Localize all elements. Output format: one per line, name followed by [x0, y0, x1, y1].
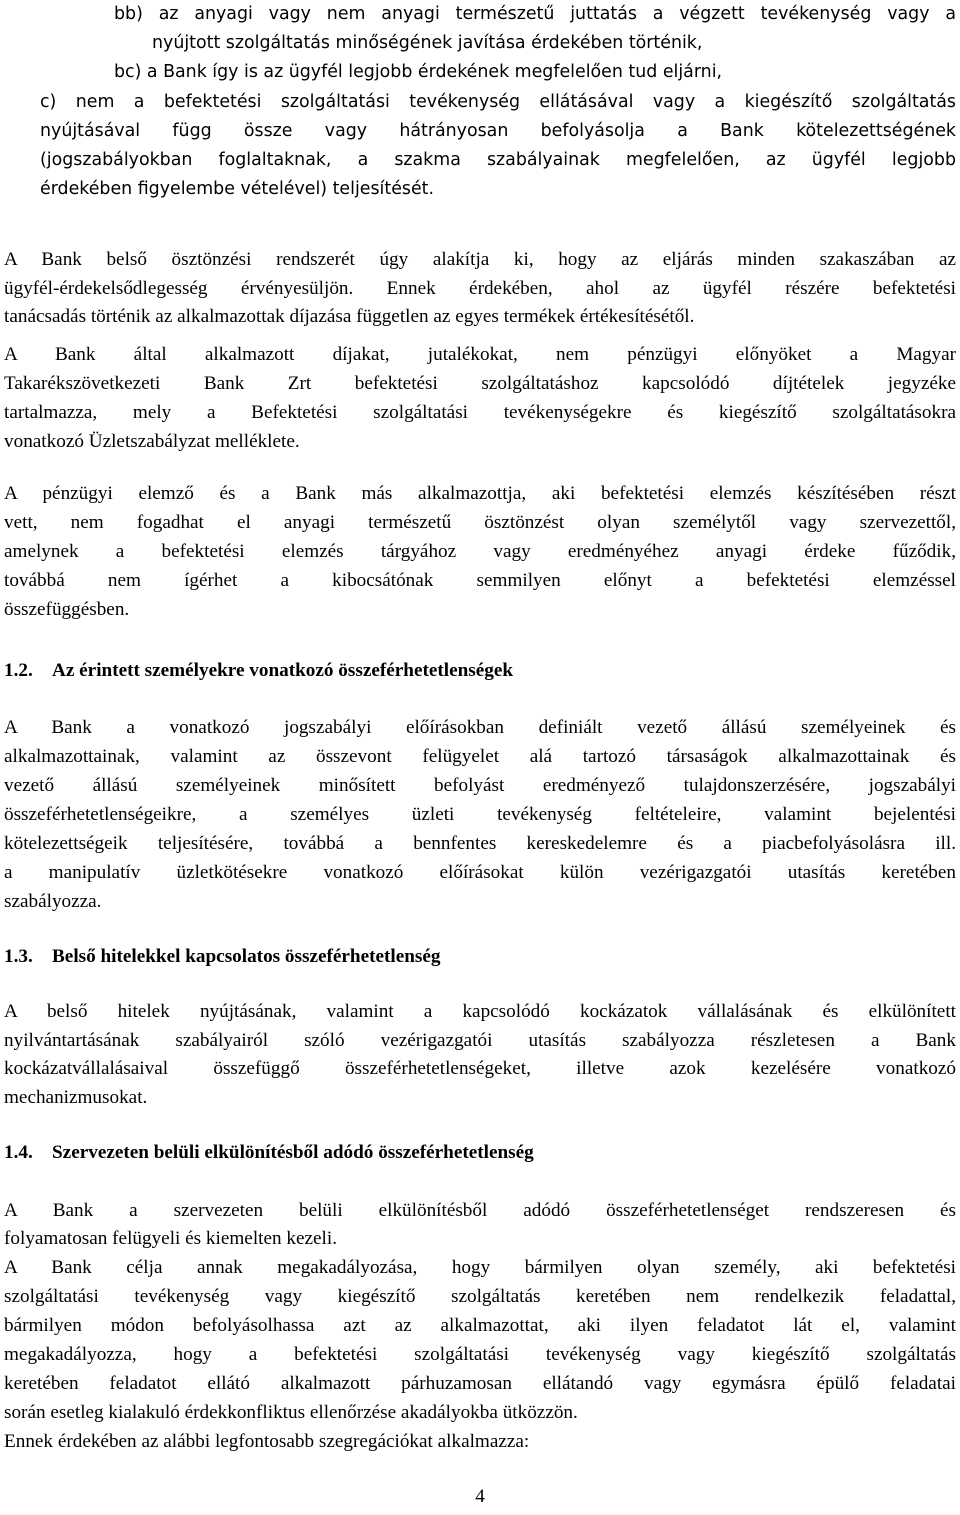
section-1-2-line4: összeférhetetlenségeikre, a személyes üzleti tevékenység feltételeire, valamint bejelentési [4, 804, 956, 825]
section-number: 1.2. [4, 660, 33, 681]
section-1-3-line2: nyilvántartásának szabályairól szóló vezérigazgatói utasítás szabályozza részletesen a Bank [4, 1030, 956, 1051]
section-1-2-line3: vezető állású személyeinek minősített befolyást eredményező tulajdonszerzésére, jogszabályi [4, 775, 956, 796]
paragraph-analyst-line5: összefüggésben. [4, 599, 130, 620]
section-1-4-para2-line1: A Bank célja annak megakadályozása, hogy bármilyen olyan személy, aki befektetési [4, 1257, 956, 1278]
section-heading-1-2 [4, 656, 956, 685]
section-1-4-para3-line1: Ennek érdekében az alábbi legfontosabb szegregációkat alkalmazza: [4, 1431, 530, 1452]
paragraph-fees-line3: tartalmazza, mely a Befektetési szolgáltatási tevékenységekre és kiegészítő szolgáltatásokra [4, 402, 956, 423]
section-1-2-line1: A Bank a vonatkozó jogszabályi előírásokban definiált vezető állású személyeinek és [4, 717, 956, 738]
list-item-c-line3: (jogszabályokban foglaltaknak, a szakma szabályainak megfelelően, az ügyfél legjobb [40, 150, 956, 170]
section-1-4-para2-line2: szolgáltatási tevékenység vagy kiegészítő szolgáltatás keretében nem rendelkezik feladattal, [4, 1286, 956, 1307]
section-heading-1-3 [4, 942, 956, 971]
section-number: 1.4. [4, 1142, 33, 1163]
list-item-bb-line2: nyújtott szolgáltatás minőségének javítása érdekében történik, [152, 33, 703, 53]
paragraph-fees-line4: vonatkozó Üzletszabályzat melléklete. [4, 431, 300, 452]
section-1-4-para1-line1: A Bank a szervezeten belüli elkülönítésből adódó összeférhetetlenséget rendszeresen és [4, 1200, 956, 1221]
section-1-3-line1: A belső hitelek nyújtásának, valamint a kapcsolódó kockázatok vállalásának és elkülönített [4, 1001, 956, 1022]
section-heading-1-4 [4, 1138, 956, 1167]
paragraph-incentive-line3: tanácsadás történik az alkalmazottak díjazása független az egyes termékek értékesítésétől. [4, 306, 695, 327]
paragraph-analyst-line3: amelynek a befektetési elemzés tárgyához vagy eredményéhez anyagi érdeke fűződik, [4, 541, 956, 562]
section-1-4-para2-line4: megakadályozza, hogy a befektetési szolgáltatási tevékenység vagy kiegészítő szolgáltatás [4, 1344, 956, 1365]
list-item-c-line4: érdekében figyelembe vételével) teljesítését. [40, 179, 435, 199]
list-item-c-line1: c) nem a befektetési szolgáltatási tevékenység ellátásával vagy a kiegészítő szolgáltatás [40, 92, 956, 112]
section-1-4-para2-line3: bármilyen módon befolyásolhassa azt az alkalmazottat, aki ilyen feladatot lát el, valamint [4, 1315, 956, 1336]
section-title: Belső hitelekkel kapcsolatos összeférhetetlenség [52, 946, 441, 967]
section-1-4-para1-line2: folyamatosan felügyeli és kiemelten kezeli. [4, 1228, 337, 1249]
section-1-3-line3: kockázatvállalásaival összefüggő összeférhetetlenségeket, illetve azok kezelésére vonatkozó [4, 1058, 956, 1079]
section-1-3-line4: mechanizmusokat. [4, 1087, 148, 1108]
list-item-bc-line1: bc) a Bank így is az ügyfél legjobb érdekének megfelelően tud eljárni, [114, 62, 723, 82]
paragraph-analyst-line1: A pénzügyi elemző és a Bank más alkalmazottja, aki befektetési elemzés készítésében részt [4, 483, 956, 504]
section-title: Szervezeten belüli elkülönítésből adódó összeférhetetlenség [52, 1142, 534, 1163]
section-title: Az érintett személyekre vonatkozó összeférhetetlenségek [52, 660, 514, 681]
section-number: 1.3. [4, 946, 33, 967]
paragraph-incentive-line1: A Bank belső ösztönzési rendszerét úgy alakítja ki, hogy az eljárás minden szakaszában az [4, 249, 956, 270]
list-item-c-line2: nyújtásával függ össze vagy hátrányosan befolyásolja a Bank kötelezettségének [40, 121, 956, 141]
paragraph-incentive-line2: ügyfél-érdekelsődlegesség érvényesüljön. Ennek érdekében, ahol az ügyfél részére befektetési [4, 278, 956, 299]
section-1-4-para2-line5: keretében feladatot ellátó alkalmazott párhuzamosan ellátandó vagy egymásra épülő feladatai [4, 1373, 956, 1394]
section-1-2-line5: kötelezettségeik teljesítésére, továbbá a bennfentes kereskedelemre és a piacbefolyásolásra ill. [4, 833, 956, 854]
section-1-2-line2: alkalmazottainak, valamint az összevont felügyelet alá tartozó társaságok alkalmazottainak és [4, 746, 956, 767]
section-1-2-line7: szabályozza. [4, 891, 102, 912]
paragraph-analyst-line4: továbbá nem ígérhet a kibocsátónak semmilyen előnyt a befektetési elemzéssel [4, 570, 956, 591]
paragraph-analyst-line2: vett, nem fogadhat el anyagi természetű ösztönzést olyan személytől vagy szervezettől, [4, 512, 956, 533]
paragraph-fees-line2: Takarékszövetkezeti Bank Zrt befektetési szolgáltatáshoz kapcsolódó díjtételek jegyzéke [4, 373, 956, 394]
paragraph-fees-line1: A Bank által alkalmazott díjakat, jutalékokat, nem pénzügyi előnyöket a Magyar [4, 344, 956, 365]
section-1-2-line6: a manipulatív üzletkötésekre vonatkozó előírásokat külön vezérigazgatói utasítás keretében [4, 862, 956, 883]
section-1-4-para2-line6: során esetleg kialakuló érdekkonfliktus ellenőrzése akadályokba ütközzön. [4, 1402, 578, 1423]
page-number: 4 [475, 1486, 485, 1507]
list-item-bb-line1: bb) az anyagi vagy nem anyagi természetű juttatás a végzett tevékenység vagy a [114, 4, 956, 24]
